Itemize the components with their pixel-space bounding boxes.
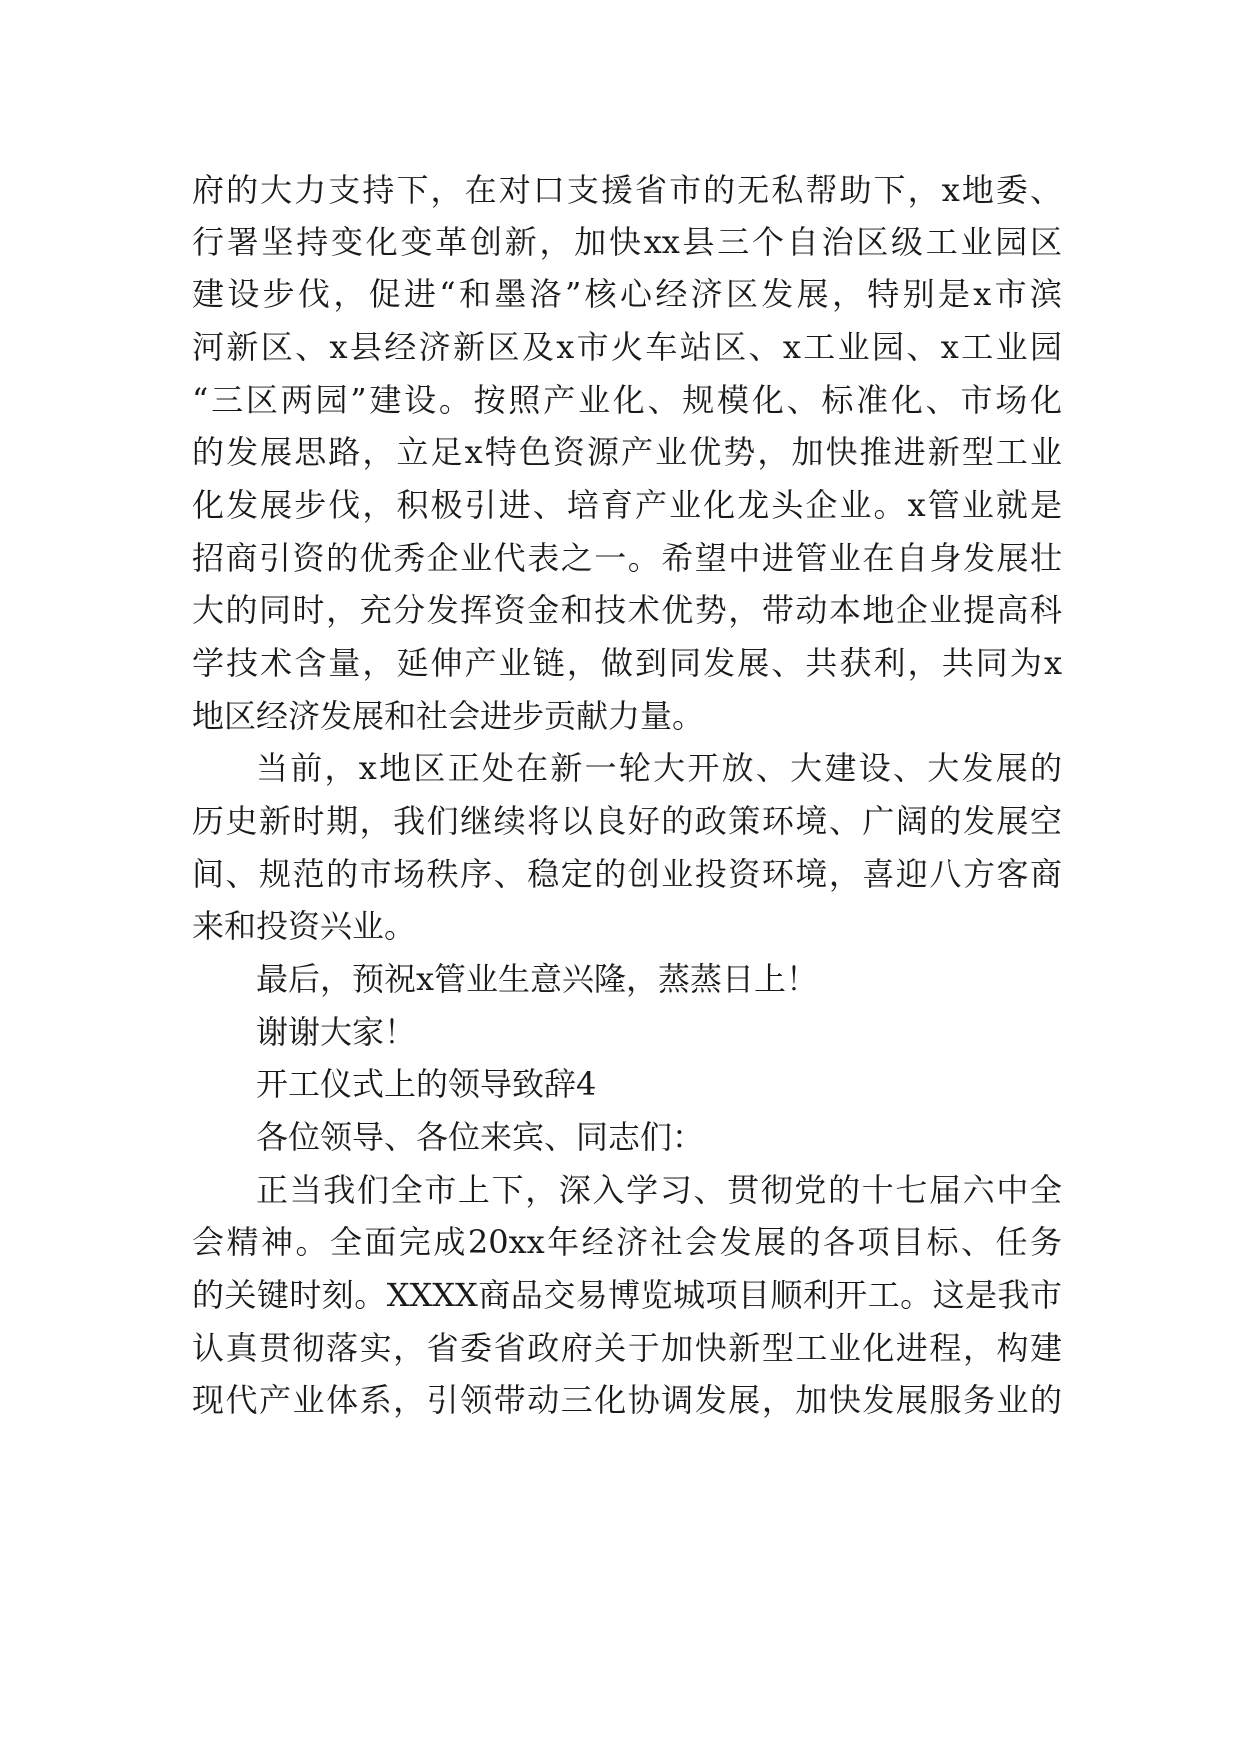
text-line: 现代产业体系，引领带动三化协调发展，加快发展服务业的 <box>192 1381 1062 1419</box>
salutation: 各位领导、各位来宾、同志们： <box>256 1118 705 1156</box>
text-line: 谢谢大家！ <box>256 1013 417 1051</box>
text-line: 学技术含量，延伸产业链，做到同发展、共获利，共同为x <box>192 644 1062 682</box>
text-line: 河新区、x县经济新区及x市火车站区、x工业园、x工业园 <box>192 328 1062 366</box>
text-line: 间、规范的市场秩序、稳定的创业投资环境，喜迎八方客商 <box>192 855 1062 893</box>
text-line: 化发展步伐，积极引进、培育产业化龙头企业。x管业就是 <box>192 486 1062 524</box>
text-line: 历史新时期，我们继续将以良好的政策环境、广阔的发展空 <box>192 802 1062 840</box>
text-line: 大的同时，充分发挥资金和技术优势，带动本地企业提高科 <box>192 591 1062 629</box>
text-line: 招商引资的优秀企业代表之一。希望中进管业在自身发展壮 <box>192 539 1062 577</box>
text-line: 最后，预祝x管业生意兴隆，蒸蒸日上！ <box>256 960 819 998</box>
text-line: 地区经济发展和社会进步贡献力量。 <box>192 697 705 735</box>
text-line: 行署坚持变化变革创新，加快xx县三个自治区级工业园区 <box>192 223 1062 261</box>
text-line: 认真贯彻落实，省委省政府关于加快新型工业化进程，构建 <box>192 1329 1062 1367</box>
text-line: 正当我们全市上下，深入学习、贯彻党的十七届六中全 <box>256 1171 1062 1209</box>
text-line: 的关键时刻。XXXX商品交易博览城项目顺利开工。这是我市 <box>192 1276 1062 1314</box>
text-line: 府的大力支持下，在对口支援省市的无私帮助下，x地委、 <box>192 171 1062 209</box>
section-heading: 开工仪式上的领导致辞4 <box>256 1065 597 1103</box>
text-line: “三区两园”建设。按照产业化、规模化、标准化、市场化 <box>192 381 1062 419</box>
text-line: 来和投资兴业。 <box>192 907 417 945</box>
text-line: 会精神。全面完成20xx年经济社会发展的各项目标、任务 <box>192 1223 1062 1261</box>
text-line: 建设步伐，促进“和墨洛”核心经济区发展，特别是x市滨 <box>192 275 1062 313</box>
text-line: 当前，x地区正处在新一轮大开放、大建设、大发展的 <box>256 749 1062 787</box>
text-line: 的发展思路，立足x特色资源产业优势，加快推进新型工业 <box>192 433 1062 471</box>
